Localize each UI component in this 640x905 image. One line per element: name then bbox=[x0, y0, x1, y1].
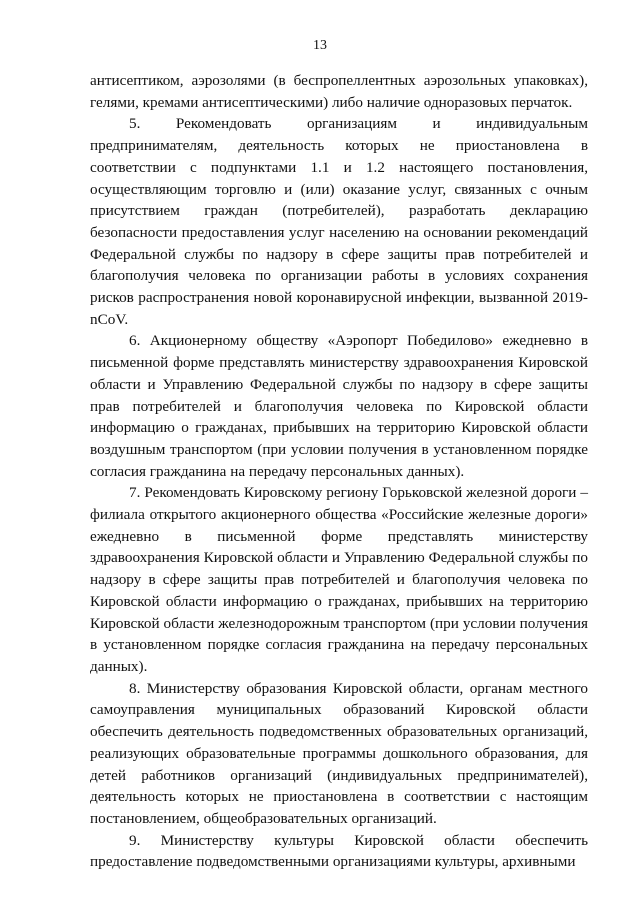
page-number: 13 bbox=[313, 38, 327, 53]
document-body bbox=[90, 70, 588, 873]
paragraph-item-9: 9. Министерству культуры Кировской области обеспечить предоставление подведомственными организациями культуры, архивными bbox=[90, 831, 588, 871]
paragraph-item-6: 6. Акционерному обществу «Аэропорт Победилово» ежедневно в письменной форме представлять министерству здравоохранения Кировской области и Управлению Федеральной службы по надзору в сфере защиты прав потребителей и благополучия человека по Кировской области информацию о гражданах, прибывших на территорию Кировской области воздушным транспортом (при условии получения в установленном порядке согласия гражданина на передачу персональных данных). bbox=[90, 332, 588, 480]
paragraph-item-8: 8. Министерству образования Кировской области, органам местного самоуправления муниципальных образований Кировской области обеспечить деятельность подведомственных образовательных организаций, реализующих образовательные программы дошкольного образования, для детей работников организаций (индивидуальных предпринимателей), деятельность которых не приостановлена в соответствии с настоящим постановлением, общеобразовательных организаций. bbox=[90, 679, 588, 827]
paragraph-item-7: 7. Рекомендовать Кировскому региону Горьковской железной дороги – филиала открытого акционерного общества «Российские железные дороги» ежедневно в письменной форме представлять министерству здравоохранения Кировской области и Управлению Федеральной службы по надзору в сфере защиты прав потребителей и благополучия человека по Кировской области информацию о гражданах, прибывших на территорию Кировской области железнодорожным транспортом (при условии получения в установленном порядке согласия гражданина на передачу персональных данных). bbox=[90, 484, 588, 675]
paragraph-continuation: антисептиком, аэрозолями (в беспропеллентных аэрозольных упаковках), гелями, кремами антисептическими) либо наличие одноразовых перчаток. bbox=[90, 72, 588, 111]
paragraph-item-5: 5. Рекомендовать организациям и индивидуальным предпринимателям, деятельность которых не приостановлена в соответствии с подпунктами 1.1 и 1.2 настоящего постановления, осуществляющим торговлю и (или) оказание услуг, связанных с очным присутствием граждан (потребителей), разработать декларацию безопасности предоставления услуг населению на основании рекомендаций Федеральной службы по надзору в сфере защиты прав потребителей и благополучия человека по организации работы в условиях сохранения рисков распространения новой коронавирусной инфекции, вызванной 2019-nCoV. bbox=[90, 115, 588, 328]
